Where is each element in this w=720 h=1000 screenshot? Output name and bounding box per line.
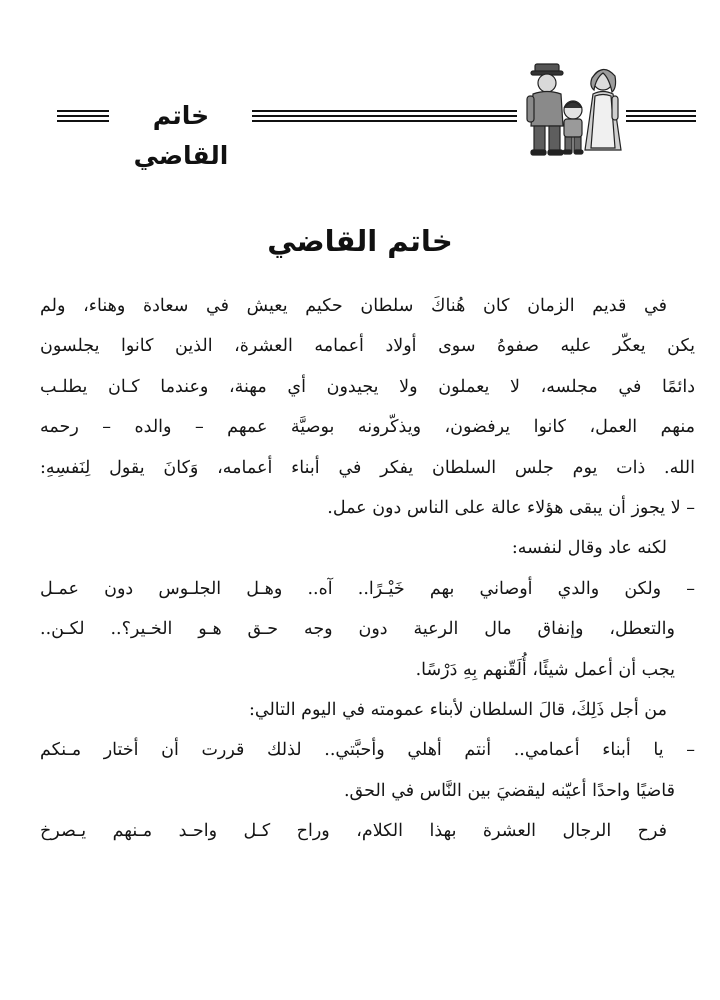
story-line: قاضيًا واحدًا أعيّنه ليقضيَ بين النَّاس في الحق. bbox=[343, 780, 675, 801]
story-line: دائمًا في مجلسه، لا يعملون ولا يجيدون أي مهنة، وعندما كـان يطلـب bbox=[40, 376, 695, 397]
family-illustration-icon bbox=[517, 58, 629, 158]
story-line: – لا يجوز أن يبقى هؤلاء عالة على الناس دون عمل. bbox=[327, 497, 695, 518]
story-line: والتعطل، وإنفاق مال الرعية دون وجه حـق هـو الخـير؟.. لكـن.. bbox=[40, 619, 675, 640]
story-line: الله. ذات يوم جلس السلطان يفكر في أبناء أعمامه، وَكانَ يقول لِنَفسِهِ: bbox=[40, 457, 695, 478]
story-line: في قديم الزمان كان هُناكَ سلطان حكيم يعيش في سعادة وهناء، ولم bbox=[40, 296, 667, 316]
story-body bbox=[40, 286, 695, 851]
header-rule-left bbox=[57, 110, 109, 124]
story-line: منهم العمل، كانوا يرفضون، ويذكّرونه بوصيَّة عمهم – والده – رحمه bbox=[40, 417, 695, 438]
story-line: يجب أن أعمل شيئًا، أُلَقّنهم بِهِ دَرْسًا. bbox=[415, 659, 675, 680]
header-rule-middle bbox=[252, 110, 517, 124]
header-rule-right bbox=[626, 110, 696, 124]
story-line: يكن يعكّر عليه صفوهُ سوى أولاد أعمامه العشرة، الذين كانوا يجلسون bbox=[40, 336, 695, 357]
story-line: من أجل ذَلِكَ، قالَ السلطان لأبناء عمومته في اليوم التالي: bbox=[248, 699, 667, 720]
story-line: – ولكن والدي أوصاني بهم خَيْـرًا.. آه.. وهـل الجلـوس دون عمـل bbox=[40, 578, 695, 599]
story-line: فرح الرجال العشرة بهذا الكلام، وراح كـل واحـد مـنهم يـصرخ bbox=[40, 821, 667, 842]
page-header bbox=[0, 58, 720, 170]
header-title: خاتم القاضي bbox=[133, 101, 229, 170]
story-line: – يا أبناء أعمامي.. أنتم أهلي وأحبَّتي.. لذلك قررت أن أختار مـنكم bbox=[40, 740, 695, 761]
story-title: خاتم القاضي bbox=[267, 224, 453, 258]
story-line: لكنه عاد وقال لنفسه: bbox=[511, 538, 667, 559]
